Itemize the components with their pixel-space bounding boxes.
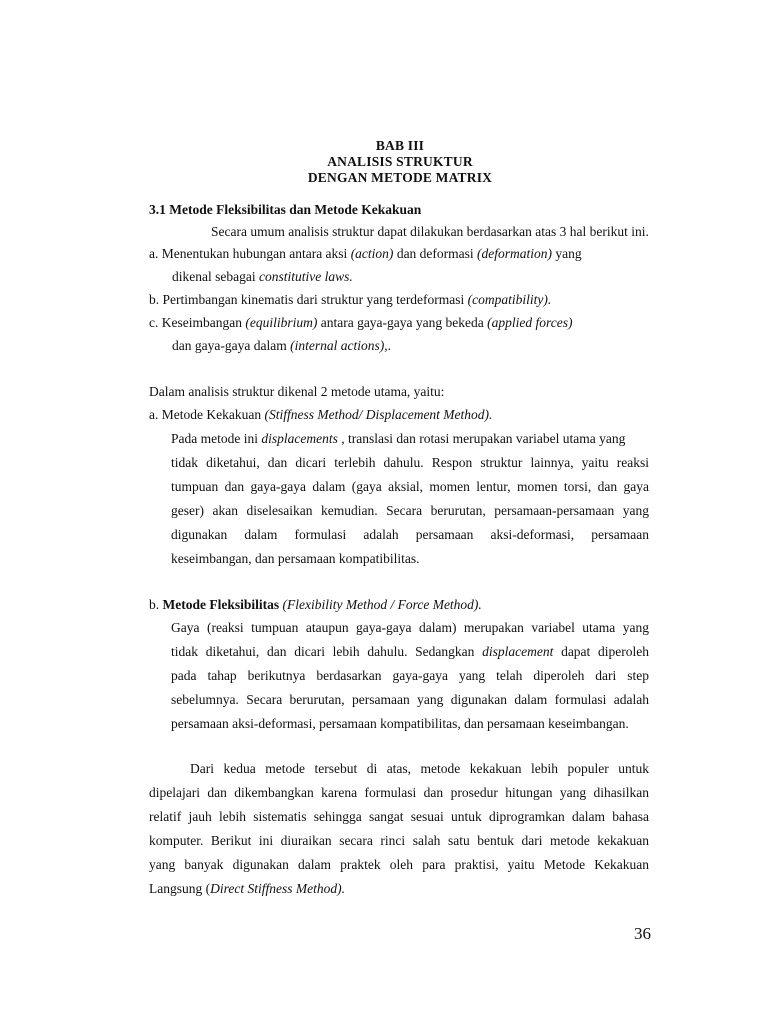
text-run: dapat diperoleh	[553, 644, 649, 659]
chapter-title-line-1: ANALISIS STRUKTUR	[327, 154, 473, 169]
bold-text-run: Metode Fleksibilitas	[162, 597, 280, 612]
italic-text-run: (internal actions),	[290, 338, 388, 353]
text-run: pada tahap berikutnya berdasarkan gaya-gaya yang telah diperoleh dari step	[171, 668, 649, 683]
method-b-line	[171, 620, 649, 636]
italic-text-run: (Stiffness Method/ Displacement Method).	[264, 407, 493, 422]
text-run: persamaan aksi-deformasi, persamaan kompatibilitas, dan persamaan keseimbangan.	[171, 716, 629, 731]
italic-text-run: (Flexibility Method / Force Method).	[282, 597, 482, 612]
text-run: Pada metode ini	[171, 431, 262, 446]
list-item-a	[149, 246, 582, 262]
page-number: 36	[634, 924, 651, 943]
text-run: tidak diketahui, dan dicari terlebih dahulu. Respon struktur lainnya, yaitu reaksi	[171, 455, 649, 470]
italic-text-run: (deformation)	[477, 246, 553, 261]
text-run: a. Menentukan hubungan antara aksi	[149, 246, 351, 261]
text-run: keseimbangan, dan persamaan kompatibilitas.	[171, 551, 420, 566]
text-run: , translasi dan rotasi merupakan variabel utama yang	[337, 431, 626, 446]
chapter-title	[0, 138, 768, 186]
text-run: sebelumnya. Secara berurutan, persamaan yang digunakan dalam formulasi adalah	[171, 692, 649, 707]
method-a-line	[171, 551, 420, 567]
method-b-line	[171, 716, 629, 732]
chapter-title-line-2: DENGAN METODE MATRIX	[307, 170, 493, 185]
text-run: dipelajari dan dikembangkan karena formulasi dan prosedur hitungan yang dihasilkan	[149, 785, 649, 800]
chapter-number: BAB III	[375, 138, 425, 153]
list-item-c	[149, 315, 572, 331]
text-run: Dari kedua metode tersebut di atas, metode kekakuan lebih populer untuk	[190, 761, 649, 776]
method-a-line	[171, 503, 649, 519]
method-a-line	[171, 527, 649, 543]
section-heading: 3.1 Metode Fleksibilitas dan Metode Kekakuan	[149, 202, 422, 217]
conclusion-line	[149, 833, 649, 849]
method-b-line	[171, 644, 649, 660]
italic-text-run: (compatibility).	[467, 292, 552, 307]
italic-text-run: displacement	[482, 644, 554, 659]
text-run: dikenal sebagai	[172, 269, 259, 284]
text-run: dan gaya-gaya dalam	[172, 338, 291, 353]
italic-text-run: Direct Stiffness Method).	[210, 881, 345, 896]
text-run: tumpuan dan gaya-gaya dalam (gaya aksial, momen lentur, momen torsi, dan gaya	[171, 479, 649, 494]
text-run: yang banyak digunakan dalam praktek oleh para praktisi, yaitu Metode Kekakuan	[149, 857, 649, 872]
italic-text-run: displacements	[261, 431, 338, 446]
text-run: c. Keseimbangan	[149, 315, 246, 330]
italic-text-run: constitutive laws.	[258, 269, 353, 284]
method-a-line	[171, 431, 625, 447]
italic-text-run: (applied forces)	[487, 315, 573, 330]
text-run: komputer. Berikut ini diuraikan secara rinci salah satu bentuk dari metode kekakuan	[149, 833, 649, 848]
text-run: antara gaya-gaya yang bekeda	[317, 315, 488, 330]
list-item-c-continued	[172, 338, 391, 354]
method-a-heading	[149, 407, 492, 423]
text-run: Langsung (	[149, 881, 211, 896]
method-b-line	[171, 668, 649, 684]
method-a-line	[171, 455, 649, 471]
text-run: b.	[149, 597, 163, 612]
italic-text-run: (equilibrium)	[245, 315, 318, 330]
text-run: digunakan dalam formulasi adalah persamaan aksi-deformasi, persamaan	[171, 527, 649, 542]
text-run: b. Pertimbangan kinematis dari struktur yang terdeformasi	[149, 292, 468, 307]
list-item-a-continued	[172, 269, 353, 285]
conclusion-line	[190, 761, 649, 777]
text-run: geser) akan diselesaikan kemudian. Secara berurutan, persamaan-persamaan yang	[171, 503, 649, 518]
method-b-heading	[149, 597, 482, 613]
intro-paragraph: Secara umum analisis struktur dapat dilakukan berdasarkan atas 3 hal berikut ini.	[211, 224, 649, 239]
method-a-line	[171, 479, 649, 495]
italic-text-run: (action)	[350, 246, 394, 261]
text-run: a. Metode Kekakuan	[149, 407, 265, 422]
methods-intro: Dalam analisis struktur dikenal 2 metode utama, yaitu:	[149, 384, 445, 399]
method-b-line	[171, 692, 649, 708]
text-run: .	[387, 338, 391, 353]
conclusion-line	[149, 881, 345, 897]
text-run: tidak diketahui, dan dicari lebih dahulu. Sedangkan	[171, 644, 483, 659]
conclusion-line	[149, 857, 649, 873]
text-run: dan deformasi	[393, 246, 478, 261]
text-run: yang	[552, 246, 582, 261]
conclusion-line	[149, 809, 649, 825]
conclusion-line	[149, 785, 649, 801]
text-run: Gaya (reaksi tumpuan ataupun gaya-gaya dalam) merupakan variabel utama yang	[171, 620, 649, 635]
text-run: relatif jauh lebih sistematis sehingga sangat sesuai untuk diprogramkan dalam bahasa	[149, 809, 649, 824]
list-item-b	[149, 292, 551, 308]
